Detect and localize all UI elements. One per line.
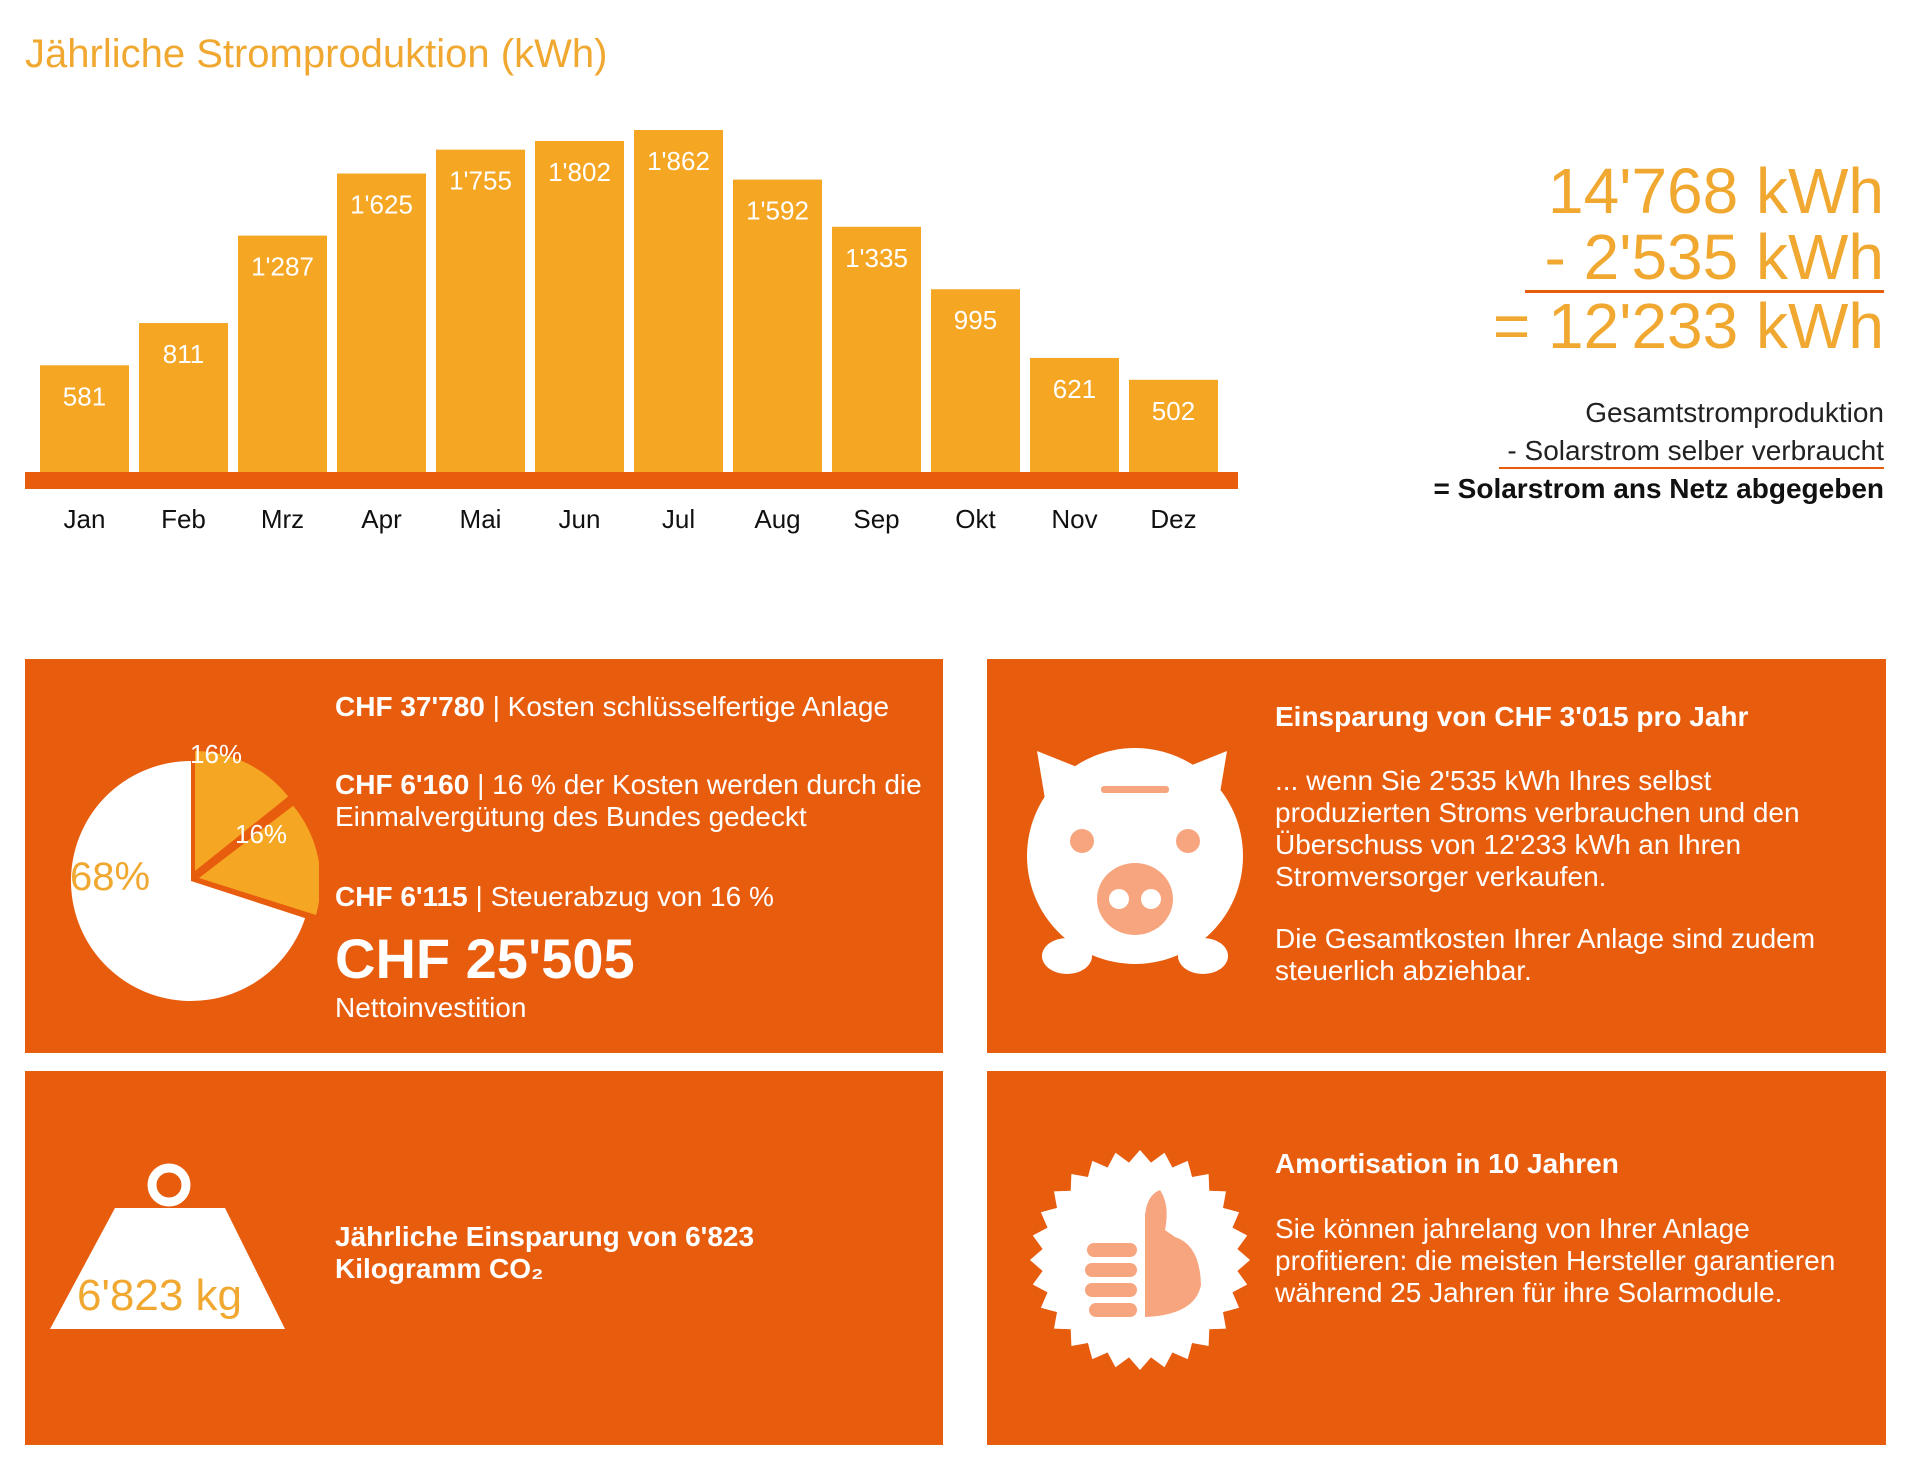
summary-grid: = 12'233 kWh [1492, 290, 1884, 362]
x-tick-label: Dez [1150, 504, 1197, 534]
weight-label: 6'823 kg [77, 1271, 242, 1320]
bar-mai [436, 150, 525, 472]
cost-item-3 [335, 881, 925, 913]
co2-text: Jährliche Einsparung von 6'823 Kilogramm CO₂ [335, 1221, 755, 1284]
bar-jun [535, 141, 624, 472]
pie-label-net: 68% [70, 855, 151, 899]
piggy-bank-icon [1017, 731, 1257, 981]
cost2-text: | 16 % der Kosten werden durch die Einmalvergütung des Bundes gedeckt [335, 769, 922, 832]
bar-value-label: 502 [1151, 395, 1196, 426]
pie-label-tax: 16% [235, 819, 288, 849]
net-investment-label: Nettoinvestition [335, 992, 527, 1023]
bar-value-label: 1'592 [746, 195, 809, 226]
x-tick-label: Jan [63, 504, 106, 534]
summary-total: 14'768 kWh [1548, 155, 1884, 227]
bar-value-label: 1'802 [548, 157, 611, 188]
bar-value-label: 621 [1052, 373, 1097, 404]
legend-grid: = Solarstrom ans Netz abgegeben [1433, 473, 1884, 504]
savings-text-1: ... wenn Sie 2'535 kWh Ihres selbst produzierten Stroms verbrauchen und den Überschuss von 12'233 kWh an Ihren Stromversorger verkaufen. [1275, 765, 1800, 892]
x-tick-label: Jun [558, 504, 601, 534]
cost2-amount: CHF 6'160 [335, 769, 470, 800]
cost-item-2 [335, 769, 925, 833]
savings-text-2: Die Gesamtkosten Ihrer Anlage sind zudem steuerlich abziehbar. [1275, 923, 1816, 986]
x-tick-label: Mrz [260, 504, 305, 534]
bar-chart [0, 0, 1260, 560]
cost3-amount: CHF 6'115 [335, 881, 468, 912]
x-tick-label: Sep [853, 504, 900, 534]
bar-jul [634, 130, 723, 472]
savings-panel [987, 659, 1886, 1053]
x-tick-label: Feb [161, 504, 206, 534]
cost3-text: | Steuerabzug von 16 % [475, 881, 774, 912]
bar-value-label: 1'287 [251, 251, 314, 282]
bar-value-label: 995 [953, 305, 998, 336]
thumbs-up-badge-icon [1025, 1145, 1255, 1375]
amortisation-panel [987, 1071, 1886, 1445]
x-tick-label: Jul [661, 504, 696, 534]
summary-self-consumed: - 2'535 kWh [1525, 224, 1884, 293]
legend-total: Gesamtstromproduktion [1585, 397, 1884, 428]
amortisation-text: Sie können jahrelang von Ihrer Anlage profitieren: die meisten Hersteller garantieren während 25 Jahren für ihre Solarmodule. [1275, 1213, 1836, 1308]
cost-pie-chart [39, 704, 319, 1004]
x-tick-label: Mai [459, 504, 502, 534]
bar-value-label: 581 [62, 381, 107, 412]
chart-baseline [25, 472, 1238, 489]
net-investment-amount: CHF 25'505 [335, 927, 635, 990]
page-title: Jährliche Stromproduktion (kWh) [25, 32, 608, 76]
x-tick-label: Aug [754, 504, 801, 534]
cost1-text: | Kosten schlüsselfertige Anlage [492, 691, 890, 722]
bar-dez [1129, 380, 1218, 472]
summary-legend [1434, 394, 1884, 508]
bar-value-label: 1'335 [845, 242, 908, 273]
cost-panel [25, 659, 943, 1053]
bar-value-label: 811 [162, 339, 205, 370]
x-tick-label: Nov [1051, 504, 1098, 534]
x-tick-label: Apr [361, 504, 402, 534]
bar-value-label: 1'862 [647, 146, 710, 176]
bar-value-label: 1'755 [449, 165, 512, 196]
cost-item-1 [335, 691, 915, 723]
cost1-amount: CHF 37'780 [335, 691, 485, 722]
production-summary [1492, 155, 1884, 362]
savings-title: Einsparung von CHF 3'015 pro Jahr [1275, 701, 1749, 732]
amortisation-title: Amortisation in 10 Jahren [1275, 1148, 1619, 1179]
x-tick-label: Okt [955, 504, 996, 534]
co2-panel [25, 1071, 943, 1445]
bar-value-label: 1'625 [350, 189, 413, 220]
pie-label-subsidy: 16% [190, 739, 243, 769]
legend-self-consumed: - Solarstrom selber verbraucht [1499, 435, 1884, 469]
